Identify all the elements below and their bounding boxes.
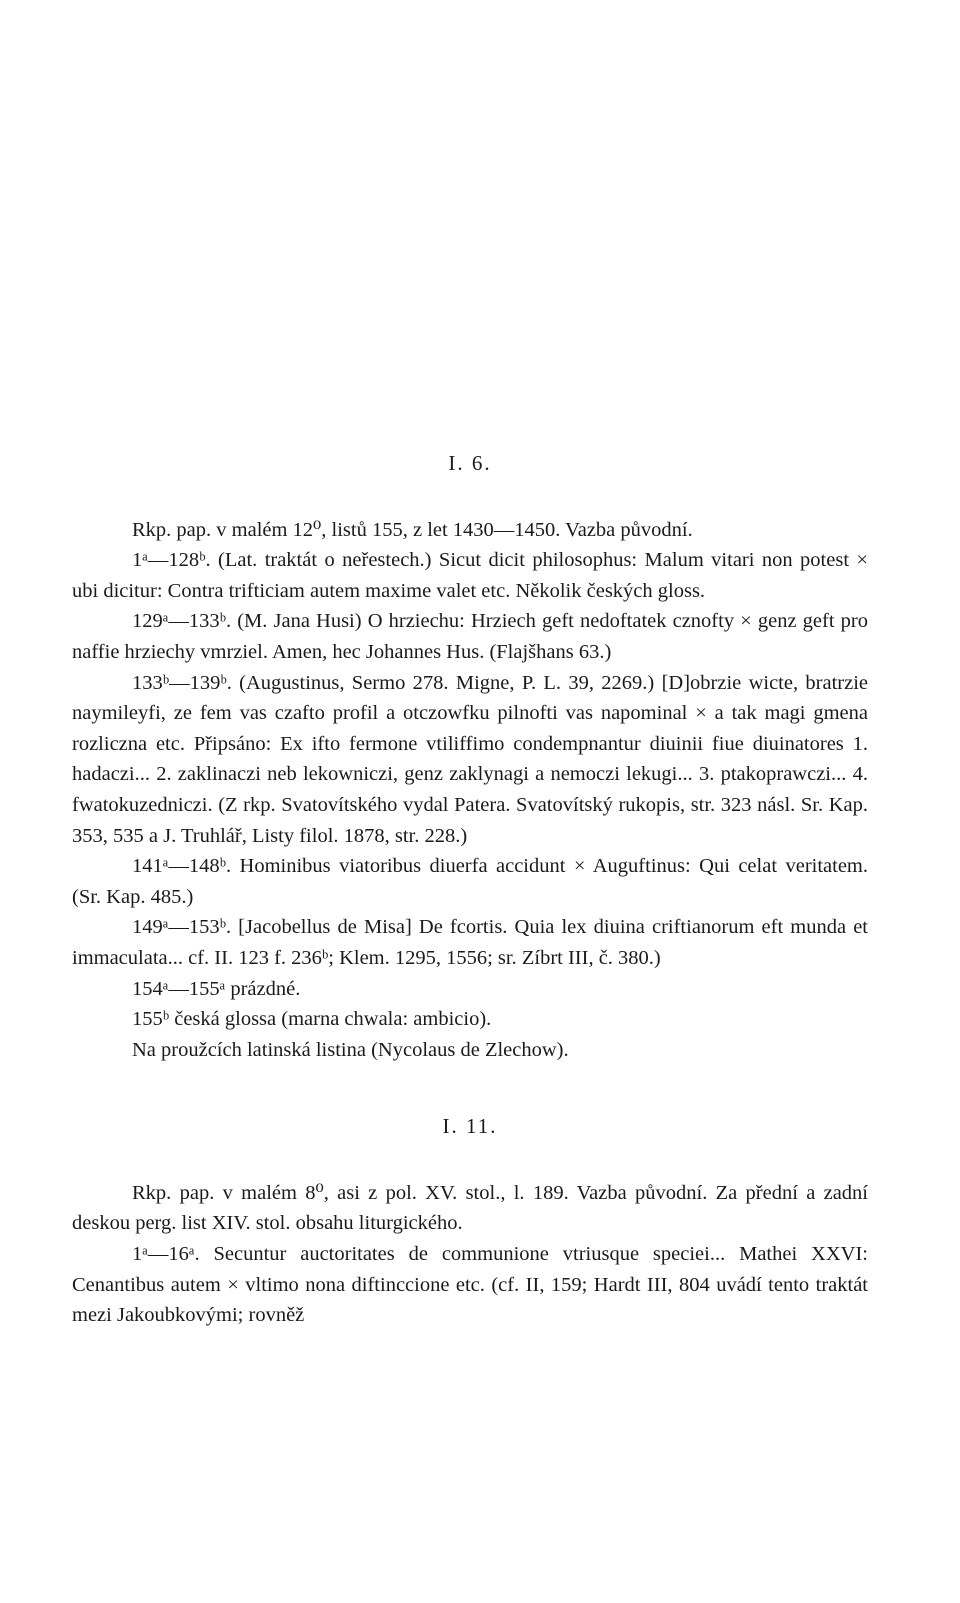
- paragraph-entry-133b: 133ᵇ—139ᵇ. (Augustinus, Sermo 278. Migne, P. L. 39, 2269.) [D]obrzie wicte, bratrzie naymileyfi, ze fem vas czafto profil a otczowfku pilnofti vas napominal × a tak magi gmena rozliczna etc. Připsáno: Ex ifto fermone vtiliffimo condempnantur diuinii fiue diuinatores 1. hadaczi... 2. zaklinaczi neb lekowniczi, genz zaklynagi a nemoczi lekugi... 3. ptakoprawczi... 4. fwatokuzedniczi. (Z rkp. Svatovítského vydal Patera. Svatovítský rukopis, str. 323 násl. Sr. Kap. 353, 535 a J. Truhlář, Listy filol. 1878, str. 228.): [72, 671, 868, 847]
- paragraph-note-strips: Na proužcích latinská listina (Nycolaus de Zlechow).: [132, 1038, 569, 1061]
- document-page: [72, 448, 868, 1331]
- paragraph-entry-1a: 1ᵃ—128ᵇ. (Lat. traktát o neřestech.) Sicut dicit philosophus: Malum vitari non potest × ubi dicitur: Contra trifticiam autem maxime valet etc. Několik českých gloss.: [72, 549, 868, 602]
- paragraph-entry-155b: 155ᵇ česká glossa (marna chwala: ambicio).: [132, 1008, 492, 1031]
- paragraph-description: Rkp. pap. v malém 12⁰, listů 155, z let 1430—1450. Vazba původní.: [132, 518, 693, 541]
- paragraph-entry-1a-16a: 1ᵃ—16ᵃ. Secuntur auctoritates de communione vtriusque speciei... Mathei XXVI: Cenantibus autem × vltimo nona diftinccione etc. (cf. II, 159; Hardt III, 804 uvádí tento traktát mezi Jakoubkovými; rovněž: [72, 1243, 868, 1327]
- paragraph-entry-154a: 154ᵃ—155ᵃ prázdné.: [132, 977, 301, 1000]
- paragraph-entry-149a: 149ᵃ—153ᵇ. [Jacobellus de Misa] De fcortis. Quia lex diuina criftianorum eft munda et immaculata... cf. II. 123 f. 236ᵇ; Klem. 1295, 1556; sr. Zíbrt III, č. 380.): [72, 916, 868, 969]
- paragraph-description-2: Rkp. pap. v malém 8⁰, asi z pol. XV. stol., l. 189. Vazba původní. Za přední a zadní deskou perg. list XIV. stol. obsahu liturgického.: [72, 1181, 868, 1235]
- paragraph-entry-129a: 129ᵃ—133ᵇ. (M. Jana Husi) O hrziechu: Hrziech geft nedoftatek cznofty × genz geft pro naffie hrziechy vmrziel. Amen, hec Johannes Hus. (Flajšhans 63.): [72, 610, 868, 663]
- section-heading-2: I. 11.: [442, 1114, 498, 1139]
- paragraph-entry-141a: 141ᵃ—148ᵇ. Hominibus viatoribus diuerfa accidunt × Auguftinus: Qui celat veritatem. (Sr. Kap. 485.): [72, 855, 868, 908]
- section-heading-1: I. 6.: [448, 451, 492, 475]
